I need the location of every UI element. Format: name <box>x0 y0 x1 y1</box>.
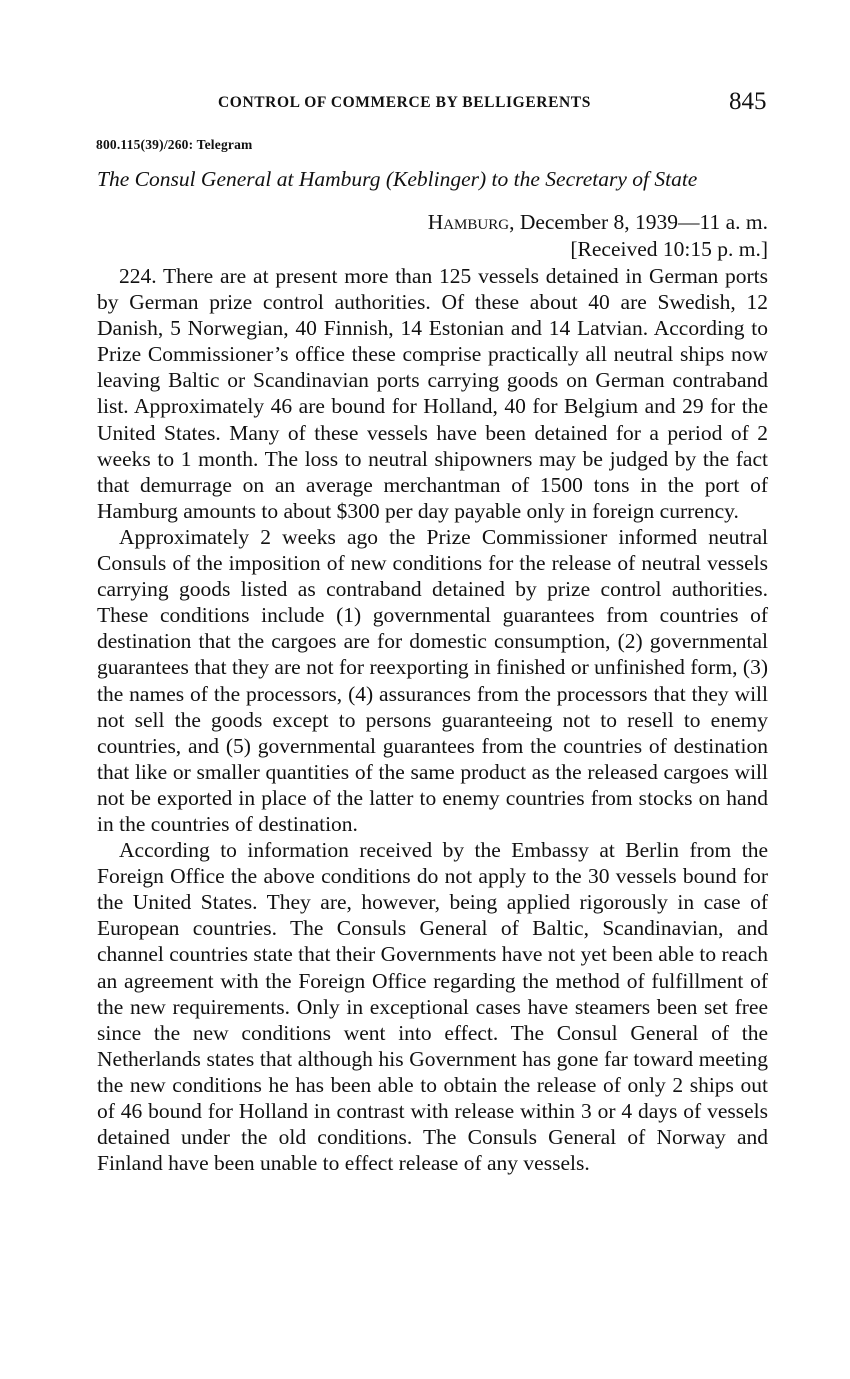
telegram-body <box>97 263 768 1176</box>
heading-pre: The Consul General at Hamburg ( <box>97 167 394 191</box>
dateline-place: Hamburg <box>427 210 510 234</box>
body-paragraph-1: 224. There are at present more than 125 vessels detained in German ports by German prize control authorities. Of these about 40 are Swedish, 12 Danish, 5 Norwegian, 40 Finnish, 14 Estonian and 14 Latvian. According to Prize Commissioner’s office these comprise practically all neutral ships now leaving Baltic or Scandinavian ports carrying goods on German contraband list. Approximately 46 are bound for Holland, 40 for Belgium and 29 for the United States. Many of these vessels have been detained for a period of 2 weeks to 1 month. The loss to neutral shipowners may be judged by the fact that demurrage on an average merchantman of 1500 tons in the port of Hamburg amounts to about $300 per day payable only in foreign currency. <box>97 264 768 523</box>
file-number: 800.115(39)/260: Telegram <box>96 137 253 152</box>
running-header <box>0 88 850 118</box>
heading-post: ) to the Secretary of State <box>479 167 698 191</box>
dateline-received: [Received 10:15 p. m.] <box>570 237 768 261</box>
body-paragraph-3: According to information received by the Embassy at Berlin from the Foreign Office the above conditions do not apply to the 30 vessels bound for the United States. They are, however, being applied rigorously in case of European countries. The Consuls General of Baltic, Scandinavian, and channel countries state that their Governments have not yet been able to reach an agreement with the Foreign Office regarding the method of fulfillment of the new requirements. Only in exceptional cases have steamers been set free since the new conditions went into effect. The Consul General of the Netherlands states that although his Government has gone far toward meeting the new conditions he has been able to obtain the release of only 2 ships out of 46 bound for Holland in contrast with release within 3 or 4 days of vessels detained under the old conditions. The Consuls General of Norway and Finland have been unable to effect release of any vessels. <box>97 838 769 1176</box>
page-number: 845 <box>729 88 767 115</box>
dateline-sent <box>428 209 768 236</box>
dateline <box>428 209 768 263</box>
heading-sender-name: Keblinger <box>393 167 480 191</box>
body-paragraph-2: Approximately 2 weeks ago the Prize Commissioner informed neutral Consuls of the imposition of new conditions for the release of neutral vessels carrying goods listed as contraband detained by prize control authorities. These conditions include (1) governmental guarantees from countries of destination that the cargoes are for domestic consumption, (2) governmental guarantees that they are not for reexporting in finished or unfinished form, (3) the names of the processors, (4) assurances from the processors that they will not sell the goods except to persons guaranteeing not to resell to enemy countries, and (5) governmental guarantees from the countries of destination that like or smaller quantities of the same product as the released cargoes will not be exported in place of the latter to enemy countries from stocks on hand in the countries of destination. <box>97 524 768 836</box>
dateline-date: , December 8, 1939—11 a. m. <box>509 210 768 234</box>
document-heading <box>97 167 777 192</box>
running-title: CONTROL OF COMMERCE BY BELLIGERENTS <box>218 94 591 111</box>
